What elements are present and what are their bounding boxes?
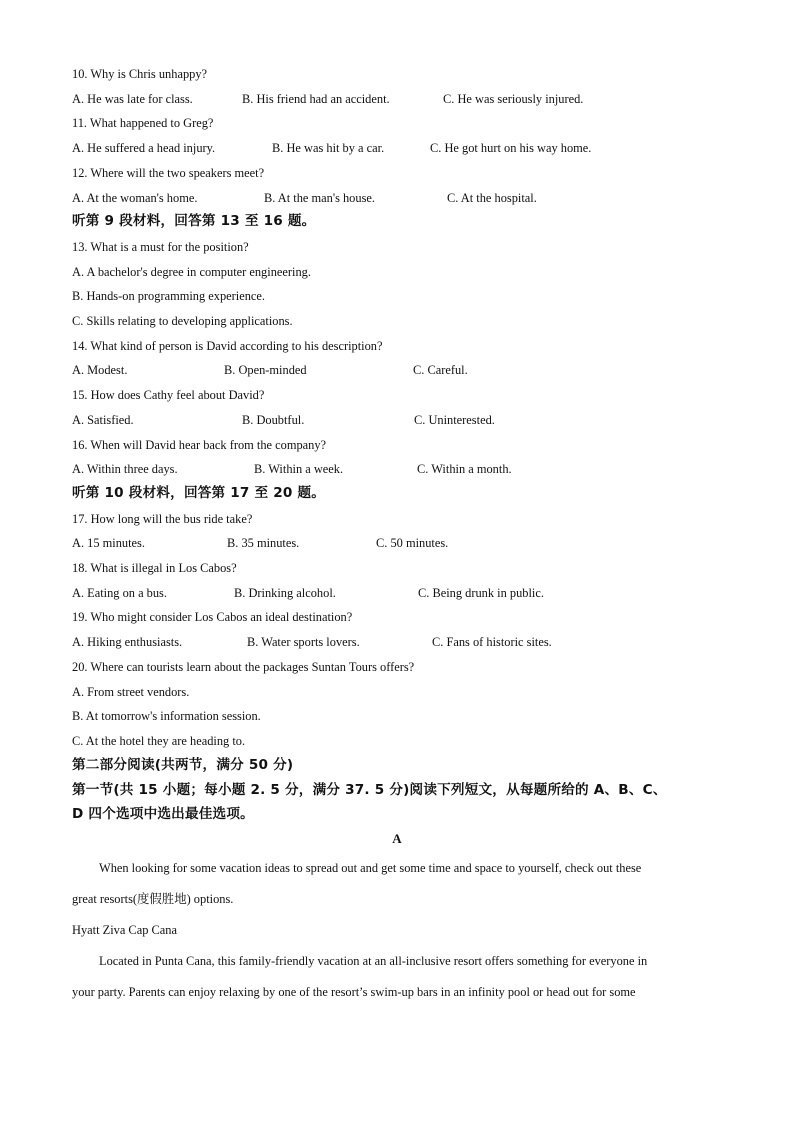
question-13-option-c: C. Skills relating to developing applications. (72, 314, 293, 328)
question-13-option-b: B. Hands-on programming experience. (72, 289, 266, 303)
option-c: C. 50 minutes. (376, 536, 449, 550)
section-heading-10: 听第 10 段材料，回答第 17 至 20 题。 (72, 485, 326, 501)
passage-paragraph-2-line2: your party. Parents can enjoy relaxing by one of the resort’s swim-up bars in an infinity pool or head out for some (72, 985, 636, 999)
question-16-stem: 16. When will David hear back from the company? (72, 438, 327, 452)
question-20-option-c: C. At the hotel they are heading to. (72, 734, 246, 748)
section1-instructions-line2: D 四个选项中选出最佳选项。 (72, 806, 254, 822)
passage-paragraph-1-line1: When looking for some vacation ideas to spread out and get some time and space to yourself, check out these (99, 861, 642, 875)
option-a: A. Eating on a bus. (72, 586, 167, 600)
option-b: B. 35 minutes. (227, 536, 300, 550)
question-12-stem: 12. Where will the two speakers meet? (72, 166, 265, 180)
option-c: C. At the hospital. (447, 191, 537, 205)
option-c: C. He was seriously injured. (443, 92, 584, 106)
option-b: B. Open-minded (224, 363, 307, 377)
question-20-option-b: B. At tomorrow's information session. (72, 709, 261, 723)
question-10-stem: 10. Why is Chris unhappy? (72, 67, 208, 81)
option-b: B. Water sports lovers. (247, 635, 360, 649)
option-c: C. He got hurt on his way home. (430, 141, 592, 155)
option-a: A. Within three days. (72, 462, 178, 476)
passage-paragraph-2-line1: Located in Punta Cana, this family-friendly vacation at an all-inclusive resort offers something for everyone in (99, 954, 648, 968)
question-13-option-a: A. A bachelor's degree in computer engineering. (72, 265, 311, 279)
option-a: A. Satisfied. (72, 413, 134, 427)
part2-heading: 第二部分阅读(共两节，满分 50 分) (72, 757, 294, 773)
option-b: B. At the man's house. (264, 191, 375, 205)
option-c: C. Uninterested. (414, 413, 495, 427)
question-17-stem: 17. How long will the bus ride take? (72, 512, 253, 526)
question-20-stem: 20. Where can tourists learn about the packages Suntan Tours offers? (72, 660, 415, 674)
section1-instructions-line1: 第一节(共 15 小题；每小题 2. 5 分，满分 37. 5 分)阅读下列短文，从每题所给的 A、B、C、 (72, 782, 667, 798)
option-a: A. He suffered a head injury. (72, 141, 216, 155)
option-c: C. Fans of historic sites. (432, 635, 552, 649)
passage-subtitle: Hyatt Ziva Cap Cana (72, 923, 177, 937)
question-11-stem: 11. What happened to Greg? (72, 116, 214, 130)
option-a: A. Hiking enthusiasts. (72, 635, 183, 649)
option-b: B. He was hit by a car. (272, 141, 385, 155)
option-c: C. Within a month. (417, 462, 512, 476)
option-c: C. Careful. (413, 363, 468, 377)
option-b: B. Doubtful. (242, 413, 305, 427)
option-a: A. He was late for class. (72, 92, 193, 106)
question-18-stem: 18. What is illegal in Los Cabos? (72, 561, 237, 575)
question-15-stem: 15. How does Cathy feel about David? (72, 388, 265, 402)
option-a: A. Modest. (72, 363, 128, 377)
option-a: A. 15 minutes. (72, 536, 145, 550)
passage-letter: A (392, 831, 402, 846)
option-a: A. At the woman's home. (72, 191, 198, 205)
question-13-stem: 13. What is a must for the position? (72, 240, 249, 254)
option-c: C. Being drunk in public. (418, 586, 544, 600)
passage-paragraph-1-line2: great resorts(度假胜地) options. (72, 892, 234, 906)
option-b: B. Within a week. (254, 462, 344, 476)
question-20-option-a: A. From street vendors. (72, 685, 190, 699)
question-19-stem: 19. Who might consider Los Cabos an ideal destination? (72, 610, 353, 624)
question-14-stem: 14. What kind of person is David according to his description? (72, 339, 383, 353)
section-heading-9: 听第 9 段材料，回答第 13 至 16 题。 (72, 213, 316, 229)
option-b: B. His friend had an accident. (242, 92, 390, 106)
option-b: B. Drinking alcohol. (234, 586, 336, 600)
